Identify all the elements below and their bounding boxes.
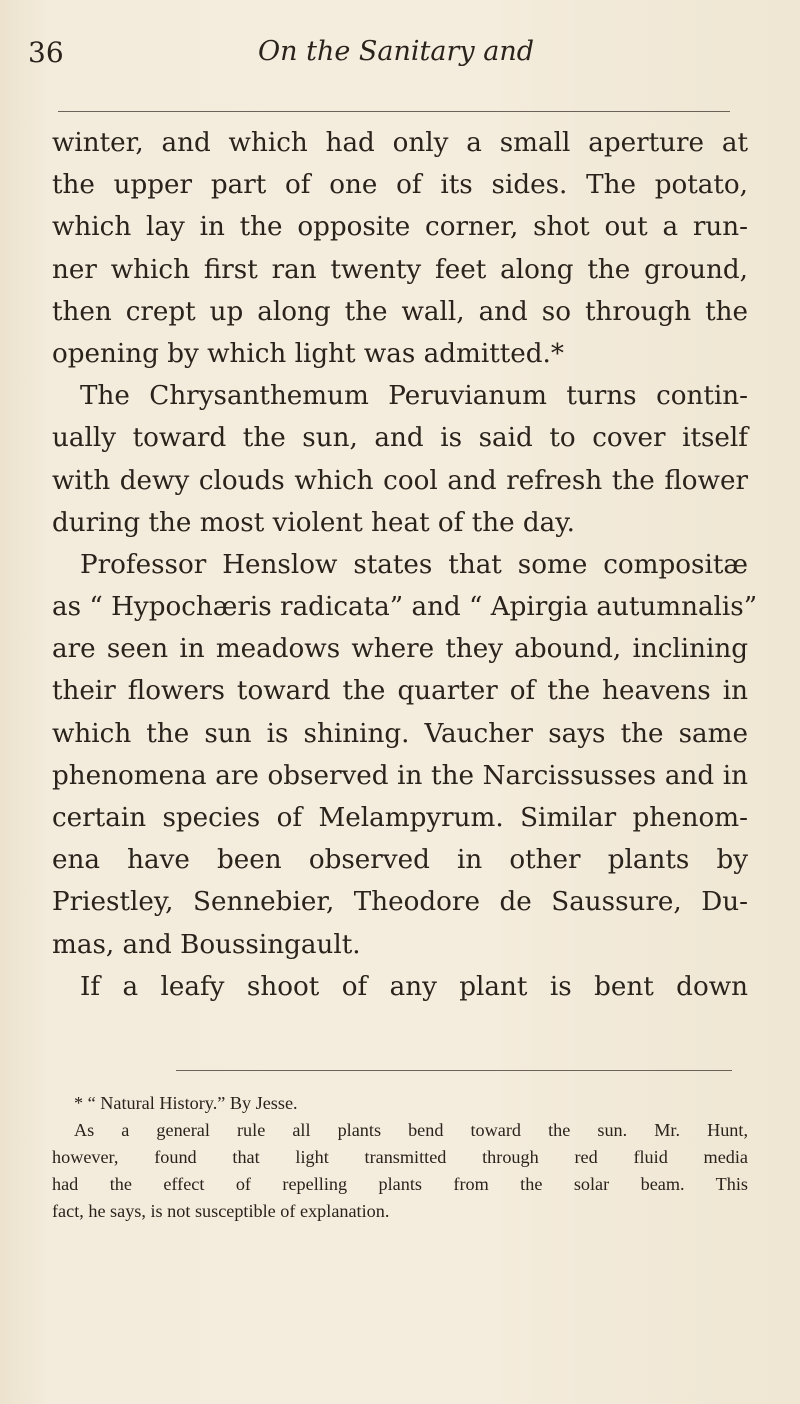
page-header (0, 36, 800, 76)
footnote-line: however, found that light transmitted through red fluid media (52, 1147, 748, 1167)
text-line: which the sun is shining. Vaucher says the same (52, 718, 748, 749)
page-number: 36 (28, 36, 64, 69)
text-line: then crept up along the wall, and so through the (52, 296, 748, 327)
text-line: are seen in meadows where they abound, inclining (52, 634, 748, 665)
text-line: certain species of Melampyrum. Similar phenom- (52, 803, 748, 833)
text-line: opening by which light was admitted.* (52, 338, 564, 369)
text-line: ena have been observed in other plants by (52, 845, 748, 876)
text-line: their flowers toward the quarter of the heavens in (52, 676, 748, 707)
text-line: If a leafy shoot of any plant is bent down (80, 971, 748, 1002)
text-line: phenomena are observed in the Narcissusses and in (52, 760, 748, 791)
footnote-line: As a general rule all plants bend toward the sun. Mr. Hunt, (74, 1120, 748, 1140)
header-rule (58, 111, 730, 112)
text-line: The Chrysanthemum Peruvianum turns contin- (80, 381, 748, 412)
text-line: Priestley, Sennebier, Theodore de Saussure, Du- (52, 887, 748, 918)
text-line: as “ Hypochæris radicata” and “ Apirgia autumnalis” (52, 592, 758, 623)
text-line: with dewy clouds which cool and refresh the flower (52, 465, 748, 496)
footnote-line: had the effect of repelling plants from the solar beam. This (52, 1174, 748, 1194)
text-line: ner which first ran twenty feet along the ground, (52, 254, 748, 285)
text-line: winter, and which had only a small aperture at (52, 128, 748, 158)
footnote-rule (176, 1070, 732, 1071)
footnote-line: * “ Natural History.” By Jesse. (74, 1093, 298, 1113)
text-line: during the most violent heat of the day. (52, 507, 575, 538)
footnotes (52, 1090, 748, 1225)
text-line: which lay in the opposite corner, shot out a run- (52, 212, 748, 243)
running-head: On the Sanitary and (258, 36, 534, 67)
text-line: Professor Henslow states that some compositæ (80, 549, 748, 580)
text-line: mas, and Boussingault. (52, 929, 361, 960)
footnote-line: fact, he says, is not susceptible of explanation. (52, 1201, 390, 1221)
body-text (52, 122, 758, 1008)
text-line: the upper part of one of its sides. The potato, (52, 170, 748, 201)
text-line: ually toward the sun, and is said to cover itself (52, 423, 748, 454)
